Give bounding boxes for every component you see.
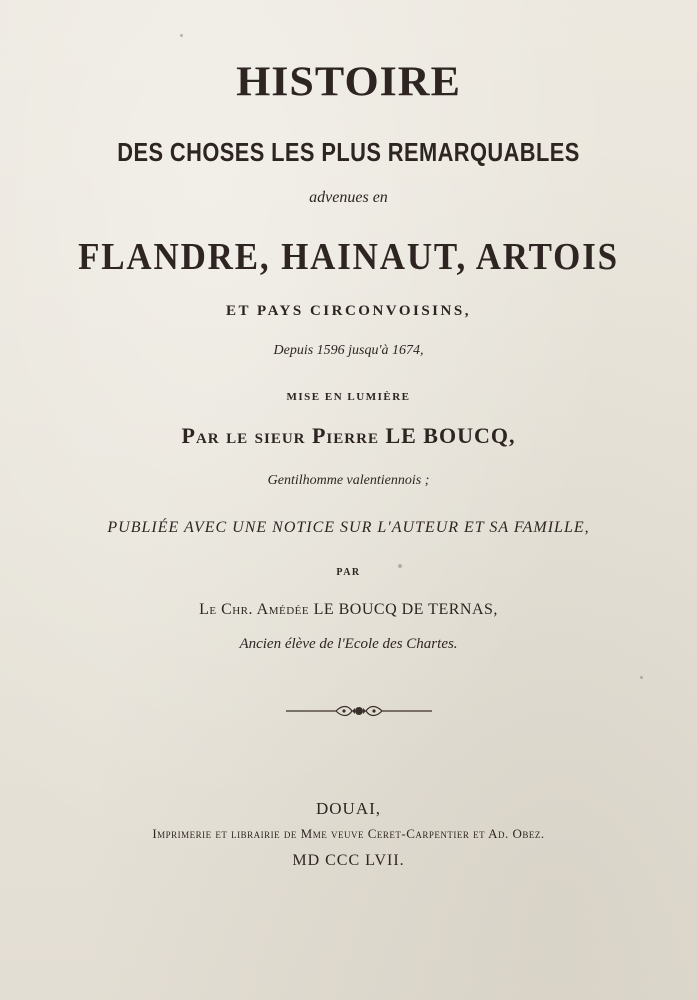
paper-speck	[640, 676, 643, 679]
imprint-city: DOUAI,	[315, 799, 382, 818]
regions-line: FLANDRE, HAINAUT, ARTOIS	[78, 236, 619, 278]
author-description: Gentilhomme valentiennois ;	[267, 473, 430, 488]
author-line: Par le sieur Pierre LE BOUCQ,	[181, 423, 516, 448]
imprint-printer: Imprimerie et librairie de Mme veuve Ceret-Carpentier et Ad. Obez.	[152, 826, 545, 841]
mise-en-lumiere-line: MISE EN LUMIÈRE	[286, 391, 411, 403]
pays-line: ET PAYS CIRCONVOISINS,	[226, 303, 471, 319]
par-line: PAR	[336, 567, 361, 578]
book-title: HISTOIRE	[236, 58, 461, 105]
date-range-line: Depuis 1596 jusqu'à 1674,	[273, 343, 424, 358]
book-subtitle: DES CHOSES LES PLUS REMARQUABLES	[117, 137, 580, 167]
paper-speck	[398, 564, 402, 568]
editor-line: Le Chr. Amédée LE BOUCQ DE TERNAS,	[199, 601, 498, 618]
ornament-divider	[286, 702, 432, 720]
paper-speck	[180, 34, 183, 37]
imprint-date: MD CCC LVII.	[292, 852, 405, 869]
advenues-line: advenues en	[309, 189, 388, 206]
publication-note: PUBLIÉE AVEC UNE NOTICE SUR L'AUTEUR ET SA FAMILLE,	[107, 519, 590, 536]
editor-description: Ancien élève de l'Ecole des Chartes.	[239, 636, 458, 652]
